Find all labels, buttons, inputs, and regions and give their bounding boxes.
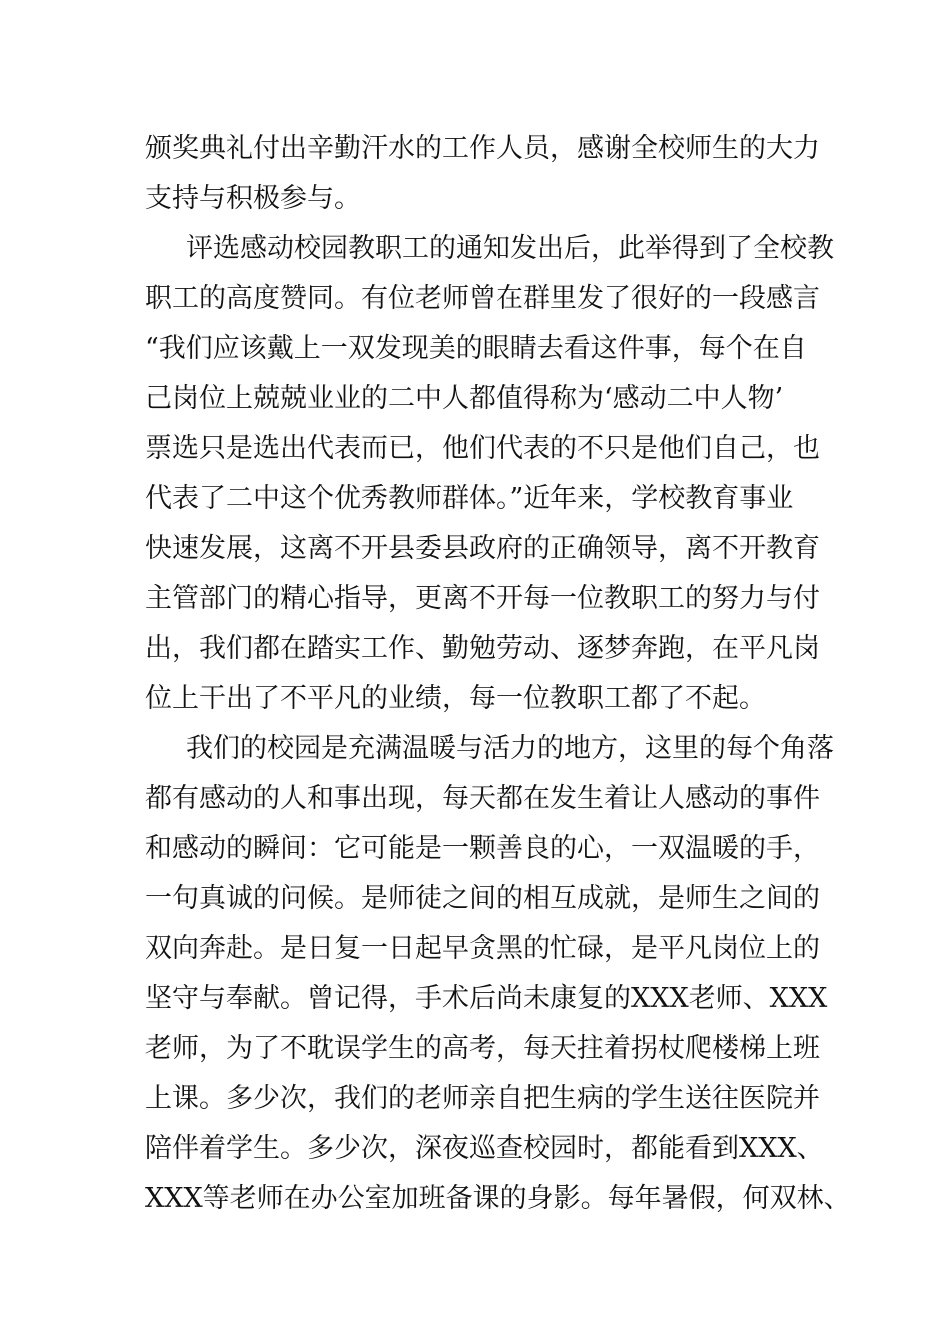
text-line: 位上干出了不平凡的业绩，每一位教职工都了不起。 bbox=[145, 683, 766, 714]
text-line: 颁奖典礼付出辛勤汗水的工作人员，感谢全校师生的大力 bbox=[145, 133, 820, 164]
text-line: 职工的高度赞同。有位老师曾在群里发了很好的一段感言 bbox=[145, 283, 820, 314]
paragraph-start-line: 我们的校园是充满温暖与活力的地方，这里的每个角落 bbox=[186, 733, 834, 764]
text-line: 快速发展，这离不开县委县政府的正确领导，离不开教育 bbox=[145, 533, 820, 564]
text-line: 都有感动的人和事出现，每天都在发生着让人感动的事件 bbox=[145, 783, 820, 814]
text-line: “我们应该戴上一双发现美的眼睛去看这件事，每个在自 bbox=[145, 333, 807, 364]
text-line: 和感动的瞬间：它可能是一颗善良的心，一双温暖的手， bbox=[145, 833, 820, 864]
text-line: 票选只是选出代表而已，他们代表的不只是他们自己，也 bbox=[145, 433, 820, 464]
text-line: 出，我们都在踏实工作、勤勉劳动、逐梦奔跑，在平凡岗 bbox=[145, 633, 820, 664]
text-line: 己岗位上兢兢业业的二中人都值得称为‘感动二中人物’ bbox=[145, 383, 784, 414]
text-line: 上课。多少次，我们的老师亲自把生病的学生送往医院并 bbox=[145, 1083, 820, 1114]
text-line: 双向奔赴。是日复一日起早贪黑的忙碌，是平凡岗位上的 bbox=[145, 933, 820, 964]
text-line: 老师，为了不耽误学生的高考，每天拄着拐杖爬楼梯上班 bbox=[145, 1033, 820, 1064]
text-line: XXX等老师在办公室加班备课的身影。每年暑假，何双林、 bbox=[145, 1183, 851, 1214]
text-line: 陪伴着学生。多少次，深夜巡查校园时，都能看到XXX、 bbox=[145, 1133, 824, 1164]
text-line: 支持与积极参与。 bbox=[145, 183, 361, 214]
text-line: 主管部门的精心指导，更离不开每一位教职工的努力与付 bbox=[145, 583, 820, 614]
text-line: 代表了二中这个优秀教师群体。”近年来，学校教育事业 bbox=[145, 483, 794, 514]
paragraph-start-line: 评选感动校园教职工的通知发出后，此举得到了全校教 bbox=[186, 233, 834, 264]
text-line: 一句真诚的问候。是师徒之间的相互成就，是师生之间的 bbox=[145, 883, 820, 914]
text-line: 坚守与奉献。曾记得，手术后尚未康复的XXX老师、XXX bbox=[145, 983, 828, 1014]
